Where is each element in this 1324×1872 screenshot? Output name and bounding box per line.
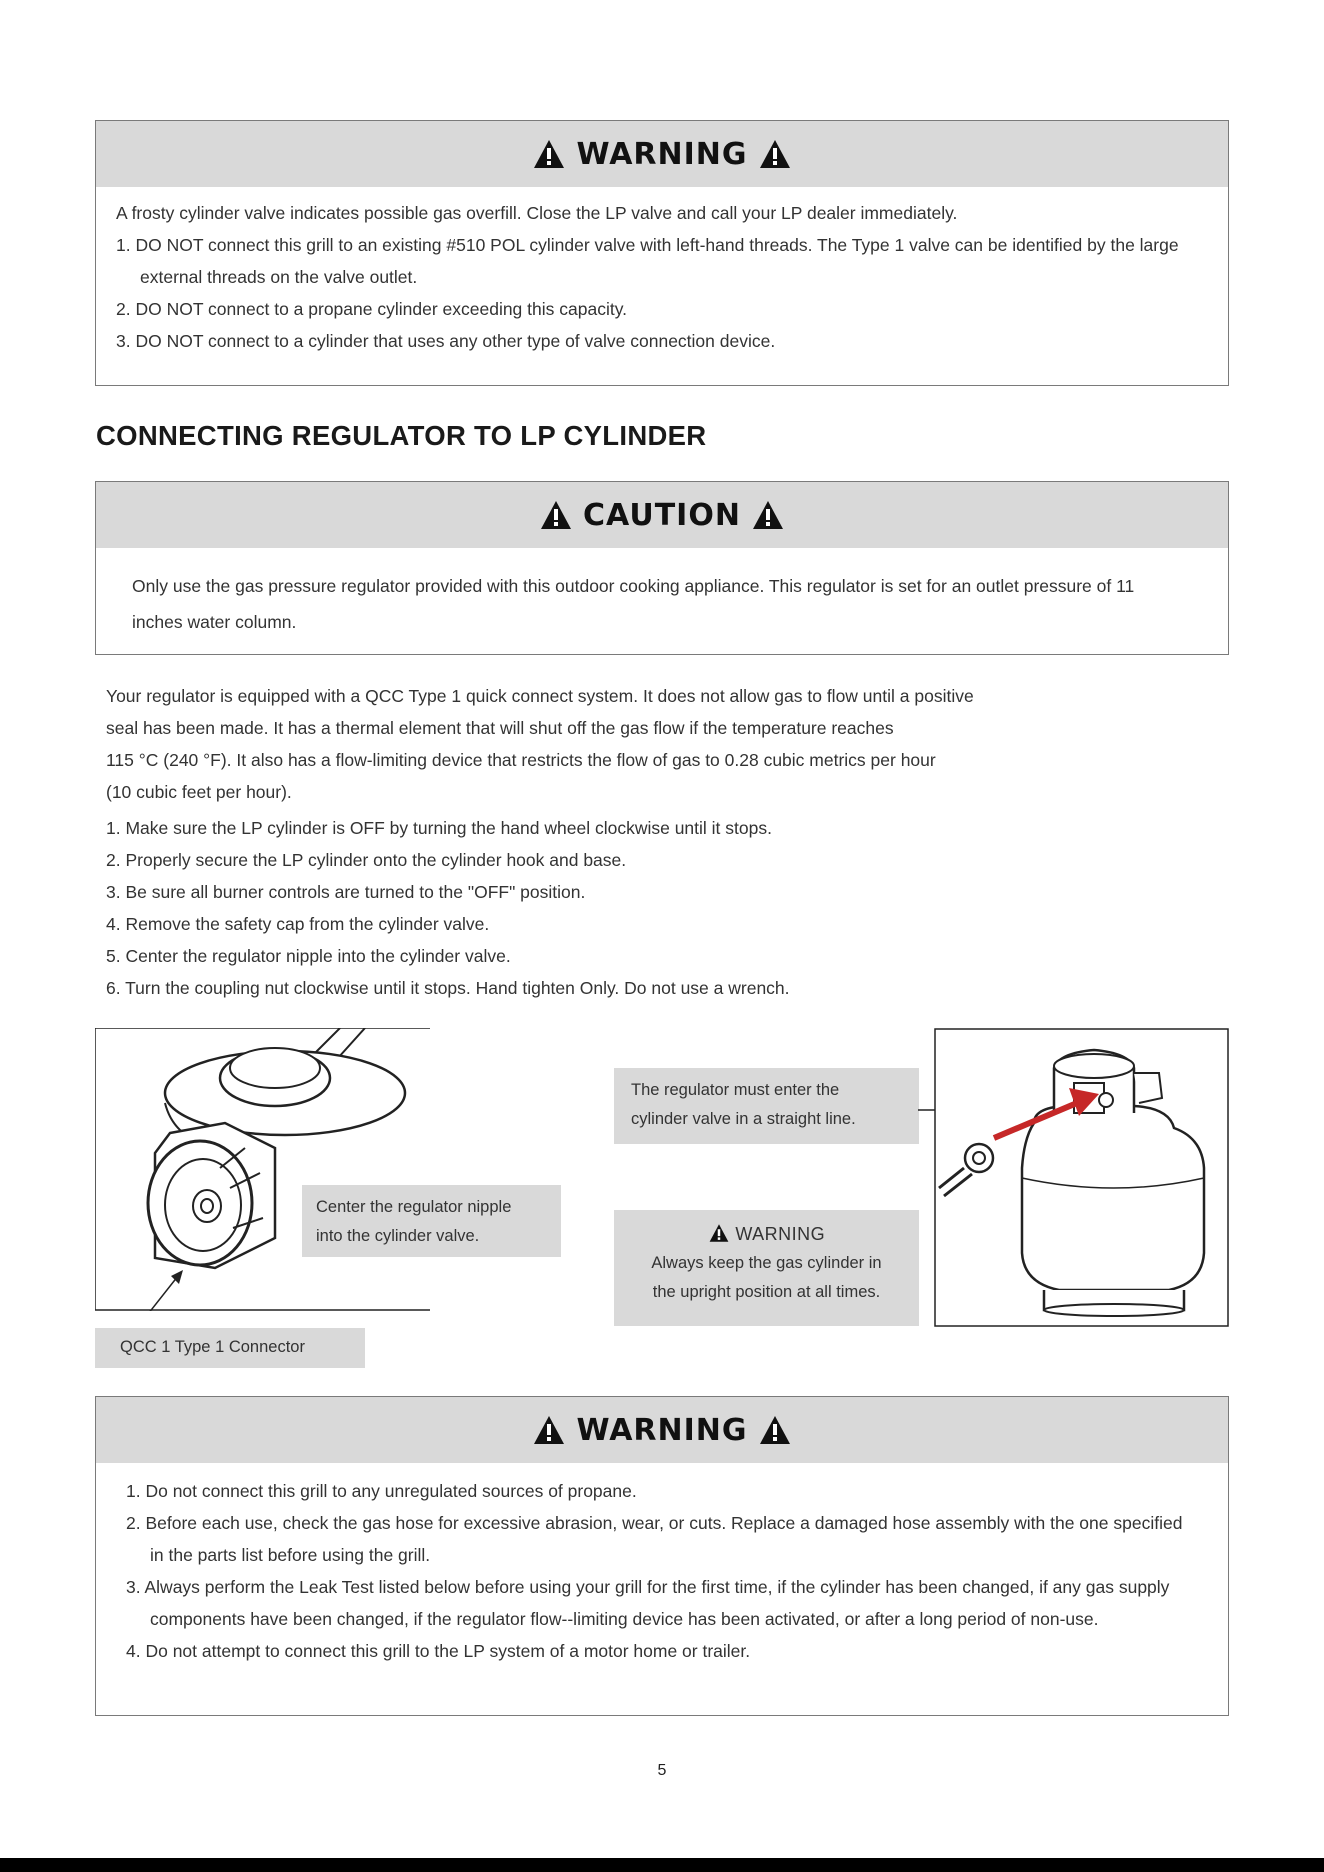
straight-line-text: The regulator must enter the	[631, 1081, 840, 1099]
warning-triangle-icon	[708, 1223, 730, 1243]
warning-item: 2. DO NOT connect to a propane cylinder exceeding this capacity.	[116, 299, 628, 319]
page-number: 5	[657, 1762, 667, 1779]
warning-item: 1. DO NOT connect this grill to an existing #510 POL cylinder valve with left-hand threads. The Type 1 valve can be identified by the large external threads on the valve outlet.	[116, 235, 1179, 287]
warning-item: 3. Always perform the Leak Test listed below before using your grill for the first time, if the cylinder has been changed, if any gas supply components have been changed, if the regulator flow--limiting device has been activated, or after a long period of non-use.	[126, 1577, 1170, 1629]
warning-item: 1. Do not connect this grill to any unregulated sources of propane.	[126, 1481, 637, 1501]
intro-line: 115 °C (240 °F). It also has a flow-limiting device that restricts the flow of gas to 0.28 cubic metrics per hour	[106, 750, 936, 770]
intro-line: Your regulator is equipped with a QCC Type 1 quick connect system. It does not allow gas to flow until a positive	[106, 686, 974, 706]
warning-title: WARNING	[576, 1412, 748, 1448]
step-item: 3. Be sure all burner controls are turned to the "OFF" position.	[106, 882, 586, 902]
section-heading: CONNECTING REGULATOR TO LP CYLINDER	[96, 420, 707, 451]
cylinder-illustration	[934, 1028, 1230, 1328]
upright-warning-label	[614, 1210, 919, 1326]
step-item: 2. Properly secure the LP cylinder onto the cylinder hook and base.	[106, 850, 627, 870]
straight-line-text: cylinder valve in a straight line.	[631, 1110, 856, 1128]
straight-line-label	[614, 1068, 919, 1144]
step-item: 4. Remove the safety cap from the cylinder valve.	[106, 914, 490, 934]
caution-header	[96, 482, 1228, 548]
warning-header	[96, 121, 1228, 187]
warning-item: 3. DO NOT connect to a cylinder that uses any other type of valve connection device.	[116, 331, 776, 351]
warning-triangle-icon	[758, 1414, 792, 1446]
regulator-intro	[106, 680, 1226, 808]
warning-item: 4. Do not attempt to connect this grill to the LP system of a motor home or trailer.	[126, 1641, 751, 1661]
step-item: 6. Turn the coupling nut clockwise until it stops. Hand tighten Only. Do not use a wrench.	[106, 978, 790, 998]
connector-label-text: QCC 1 Type 1 Connector	[120, 1338, 305, 1356]
nipple-label-line: into the cylinder valve.	[316, 1227, 480, 1245]
steps-list	[106, 812, 1226, 1004]
step-item: 1. Make sure the LP cylinder is OFF by turning the hand wheel clockwise until it stops.	[106, 818, 772, 838]
warning-triangle-icon	[532, 138, 566, 170]
warning-list	[126, 1475, 1198, 1667]
nipple-label	[302, 1185, 561, 1257]
warning-item: 2. Before each use, check the gas hose for excessive abrasion, wear, or cuts. Replace a damaged hose assembly with the one specified in the parts list before using the grill.	[126, 1513, 1183, 1565]
regulator-illustration	[95, 1028, 435, 1311]
upright-warning-text: Always keep the gas cylinder in	[651, 1254, 882, 1272]
caution-box	[95, 481, 1229, 655]
warning-box-overfill	[95, 120, 1229, 386]
warning-header	[96, 1397, 1228, 1463]
warning-list	[116, 229, 1208, 357]
caution-text: Only use the gas pressure regulator provided with this outdoor cooking appliance. This regulator is set for an outlet pressure of 11 inches water column.	[132, 576, 1135, 632]
connector-label	[95, 1328, 365, 1368]
warning-intro: A frosty cylinder valve indicates possible gas overfill. Close the LP valve and call your LP dealer immediately.	[116, 203, 958, 223]
warning-triangle-icon	[539, 499, 573, 531]
warning-triangle-icon	[751, 499, 785, 531]
nipple-label-line: Center the regulator nipple	[316, 1198, 512, 1216]
warning-box-connection	[95, 1396, 1229, 1716]
upright-warning-title: WARNING	[735, 1224, 826, 1244]
page-bottom-border	[0, 1858, 1324, 1872]
caution-title: CAUTION	[583, 497, 741, 533]
upright-warning-text: the upright position at all times.	[652, 1283, 881, 1301]
warning-triangle-icon	[532, 1414, 566, 1446]
intro-line: (10 cubic feet per hour).	[106, 782, 292, 802]
upright-warning-title-row	[628, 1220, 905, 1249]
intro-line: seal has been made. It has a thermal element that will shut off the gas flow if the temperature reaches	[106, 718, 894, 738]
warning-title: WARNING	[576, 136, 748, 172]
warning-triangle-icon	[758, 138, 792, 170]
step-item: 5. Center the regulator nipple into the cylinder valve.	[106, 946, 511, 966]
